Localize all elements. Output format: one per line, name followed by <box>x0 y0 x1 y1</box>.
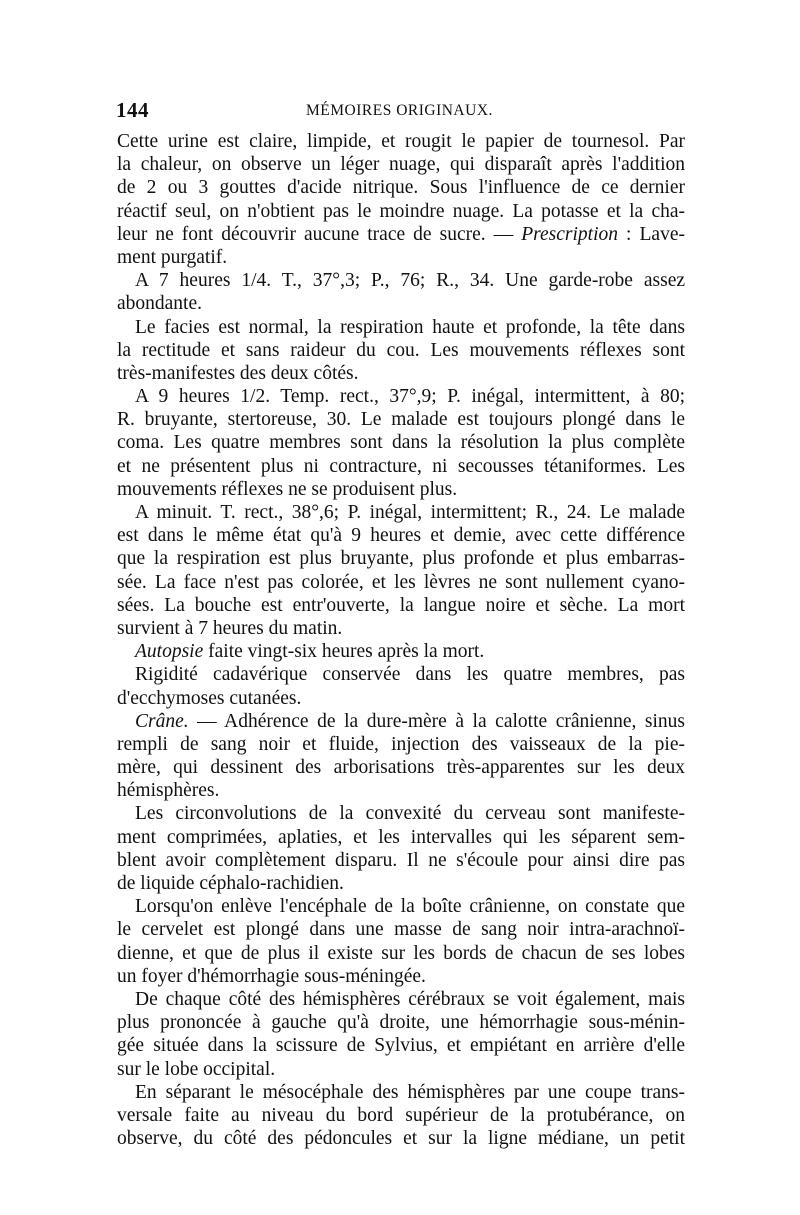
text-fragment: — Adhérence de la dure-mère à la calotte crânienne, sinus <box>188 710 685 732</box>
text-line: un foyer d'hémorrhagie sous-méningée. <box>117 965 426 987</box>
paragraph <box>117 269 685 315</box>
text-line: mère, qui dessinent des arborisations très-apparentes sur les deux <box>117 757 685 779</box>
paragraph <box>117 130 685 269</box>
text-line: R. bruyante, stertoreuse, 30. Le malade est toujours plongé dans le <box>117 409 685 431</box>
text-line: mouvements réflexes ne se produisent plus. <box>117 478 458 500</box>
text-line: Les circonvolutions de la convexité du cerveau sont manifeste- <box>135 803 685 825</box>
section-label: Crâne. <box>135 710 189 732</box>
text-line: ment purgatif. <box>117 246 228 268</box>
text-line: dienne, et que de plus il existe sur les bords de chacun de ses lobes <box>117 942 685 964</box>
text-line: d'ecchymoses cutanées. <box>117 687 302 709</box>
text-line: hémisphères. <box>117 780 220 802</box>
text-line: la chaleur, on observe un léger nuage, qui disparaît après l'addition <box>117 154 685 176</box>
paragraph <box>117 710 685 803</box>
paragraph <box>117 988 685 1081</box>
text-line: rempli de sang noir et fluide, injection des vaisseaux de la pie- <box>117 733 685 755</box>
paragraph <box>117 663 685 709</box>
text-line <box>117 223 685 246</box>
text-line: le cervelet est plongé dans une masse de sang noir intra-arachnoï- <box>117 919 685 941</box>
text-fragment: leur ne font découvrir aucune trace de sucre. — <box>117 223 522 245</box>
text-line: très-manifestes des deux côtés. <box>117 362 359 384</box>
text-line: Le facies est normal, la respiration haute et profonde, la tête dans <box>135 316 685 338</box>
paragraph <box>117 802 685 895</box>
text-line: De chaque côté des hémisphères cérébraux se voit également, mais <box>135 988 685 1010</box>
paragraph <box>117 1081 685 1151</box>
text-line <box>117 710 685 733</box>
text-line: sur le lobe occipital. <box>117 1058 276 1080</box>
text-line: A 9 heures 1/2. Temp. rect., 37°,9; P. inégal, intermittent, à 80; <box>135 386 685 408</box>
prescription-label: Prescription <box>521 223 619 245</box>
text-line: réactif seul, on n'obtient pas le moindre nuage. La potasse et la cha- <box>117 200 685 222</box>
text-line: ment comprimées, aplaties, et les intervalles qui les séparent sem- <box>117 826 685 848</box>
text-line: gée située dans la scissure de Sylvius, et empiétant en arrière d'elle <box>117 1035 685 1057</box>
text-line: et ne présentent plus ni contracture, ni secousses tétaniformes. Les <box>117 455 685 477</box>
paragraph <box>117 316 685 386</box>
text-line: survient à 7 heures du matin. <box>117 617 343 639</box>
paragraph <box>117 895 685 988</box>
paragraph <box>117 501 685 640</box>
text-fragment: : Lave- <box>618 223 685 245</box>
paragraph <box>117 640 685 663</box>
text-line <box>117 640 685 663</box>
text-line: abondante. <box>117 293 203 315</box>
page-number: 144 <box>116 98 149 122</box>
text-line: sée. La face n'est pas colorée, et les lèvres ne sont nullement cyano- <box>117 571 685 593</box>
paragraph <box>117 385 685 501</box>
text-line: observe, du côté des pédoncules et sur la ligne médiane, un petit <box>117 1128 685 1150</box>
text-line: sées. La bouche est entr'ouverte, la langue noire et sèche. La mort <box>117 594 685 616</box>
text-line: A 7 heures 1/4. T., 37°,3; P., 76; R., 34. Une garde-robe assez <box>135 270 685 292</box>
text-fragment: faite vingt-six heures après la mort. <box>203 641 485 663</box>
text-line: En séparant le mésocéphale des hémisphères par une coupe trans- <box>135 1081 685 1103</box>
text-line: Lorsqu'on enlève l'encéphale de la boîte crânienne, on constate que <box>135 896 685 918</box>
text-line: la rectitude et sans raideur du cou. Les mouvements réflexes sont <box>117 339 685 361</box>
text-line: plus prononcée à gauche qu'à droite, une hémorrhagie sous-ménin- <box>117 1012 685 1034</box>
text-line: Cette urine est claire, limpide, et rougit le papier de tournesol. Par <box>117 131 685 152</box>
text-line: de liquide céphalo-rachidien. <box>117 873 344 894</box>
text-line: Rigidité cadavérique conservée dans les quatre membres, pas <box>135 664 685 686</box>
text-line: de 2 ou 3 gouttes d'acide nitrique. Sous l'influence de ce dernier <box>117 177 685 199</box>
text-line: que la respiration est plus bruyante, plus profonde et plus embarras- <box>117 548 685 570</box>
section-label: Autopsie <box>135 641 204 663</box>
text-line: A minuit. T. rect., 38°,6; P. inégal, intermittent; R., 24. Le malade <box>135 502 685 523</box>
body-text <box>117 130 685 1150</box>
text-line: coma. Les quatre membres sont dans la résolution la plus complète <box>117 432 685 454</box>
page-header <box>116 98 688 124</box>
running-title: MÉMOIRES ORIGINAUX. <box>306 102 493 119</box>
text-line: versale faite au niveau du bord supérieur de la protubérance, on <box>117 1104 685 1126</box>
text-line: blent avoir complètement disparu. Il ne s'écoule pour ainsi dire pas <box>117 849 685 871</box>
text-line: est dans le même état qu'à 9 heures et demie, avec cette différence <box>117 525 685 547</box>
